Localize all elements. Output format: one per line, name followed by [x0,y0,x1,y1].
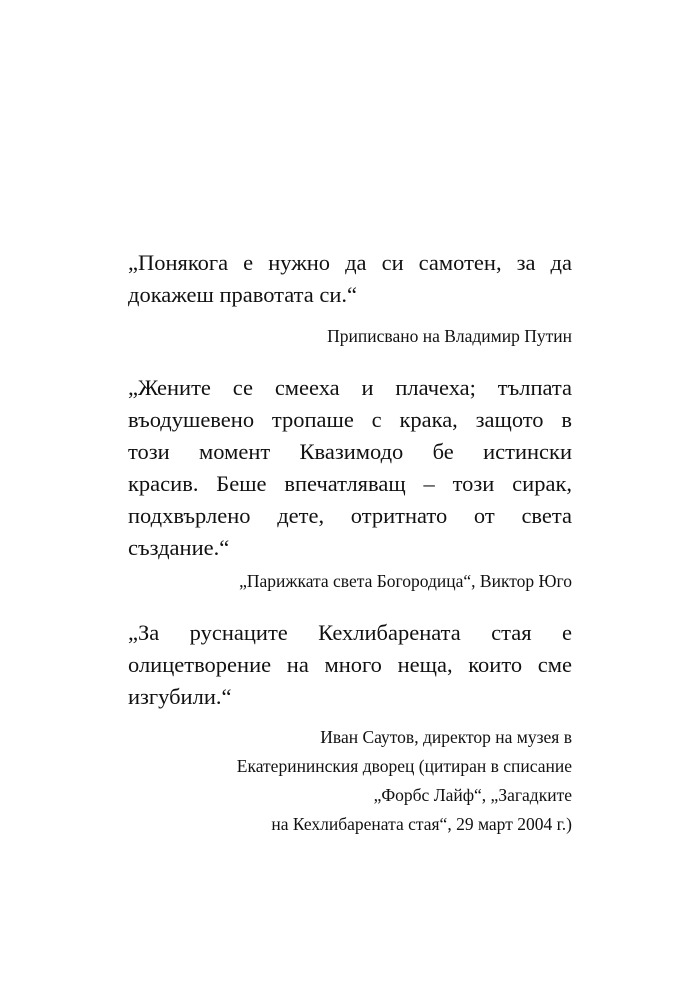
attribution-line: „Форбс Лайф“, „Загадките [373,785,572,805]
quote-line: докажеш правотата си.“ [128,282,358,307]
epigraph-attribution-2 [128,567,572,596]
quote-line: въодушевено тропаше с крака, защото в [128,407,572,432]
quote-line: красив. Беше впечатляващ – този сирак, [128,471,572,496]
quote-line: подхвърлено дете, отритнато от света [128,503,572,528]
quote-line: „Жените се смееха и плачеха; тълпата [128,375,572,400]
epigraph-attribution-1 [128,322,572,351]
attribution-line: Екатерининския дворец (цитиран в списание [236,756,572,776]
quote-line: „За руснаците Кехлибарената стая е [128,620,572,645]
quote-line: олицетворение на много неща, които сме [128,652,572,677]
attribution-line: на Кехлибарената стая“, 29 март 2004 г.) [271,814,572,834]
epigraph-quote-2 [128,372,572,564]
quote-line: този момент Квазимодо бе истински [128,439,572,464]
quote-line: „Понякога е нужно да си самотен, за да [128,250,572,275]
attribution-line: Иван Саутов, директор на музея в [320,727,572,747]
book-page [128,0,572,990]
attribution-line: „Парижката света Богородица“, Виктор Юго [239,571,572,591]
attribution-line: Приписвано на Владимир Путин [327,326,572,346]
epigraph-quote-3 [128,617,572,713]
epigraph-attribution-3 [128,723,572,839]
epigraph-quote-1 [128,247,572,311]
quote-line: изгубили.“ [128,684,232,709]
quote-line: създание.“ [128,535,230,560]
